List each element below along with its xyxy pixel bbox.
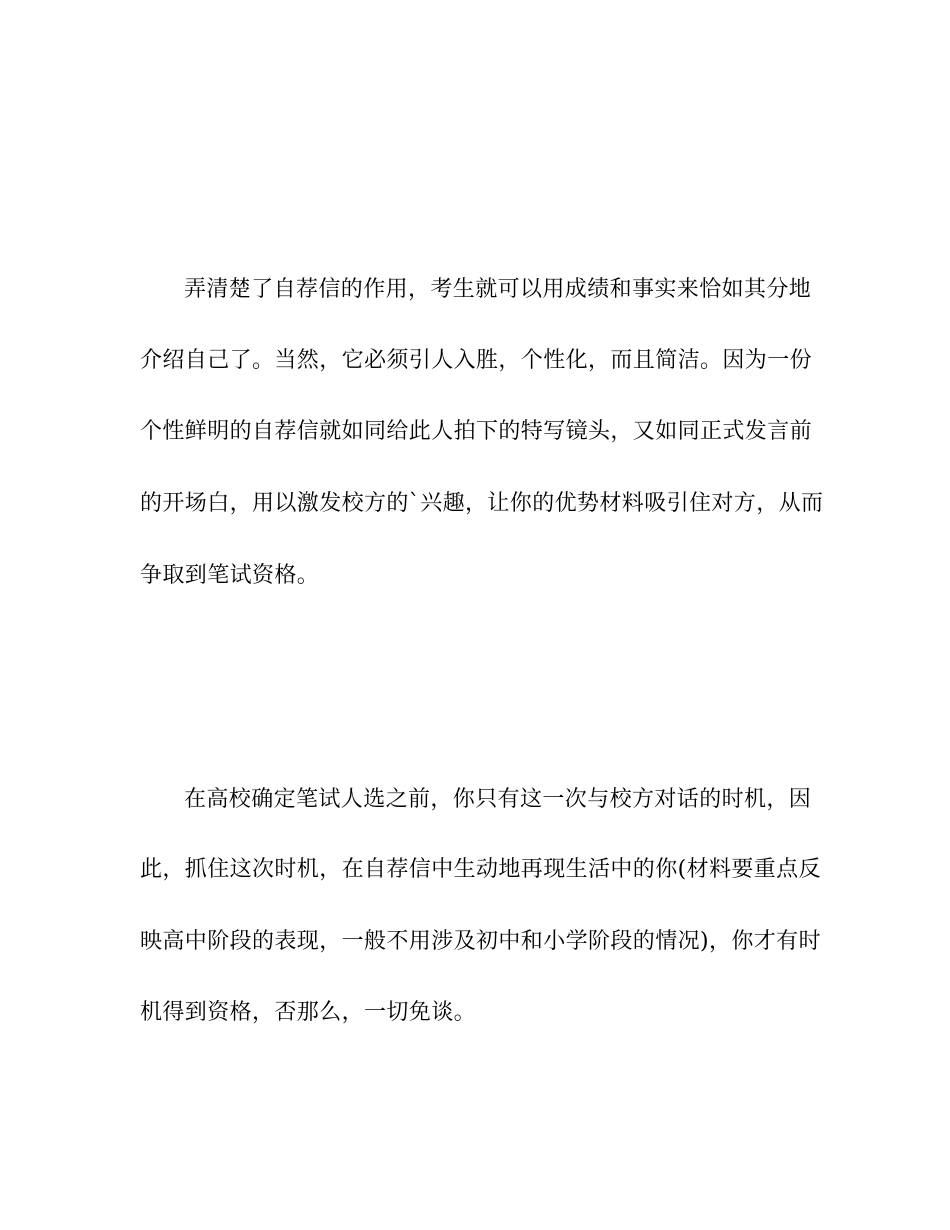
- paragraph-1-line-3: 个性鲜明的自荐信就如同给此人拍下的特写镜头，又如同正式发言前: [140, 419, 813, 444]
- paragraph-2-line-2: 此，抓住这次时机，在自荐信中生动地再现生活中的你(材料要重点反: [140, 857, 821, 882]
- paragraph-1-line-1: 弄清楚了自荐信的作用，考生就可以用成绩和事实来恰如其分地: [184, 277, 812, 302]
- paragraph-1-line-5: 争取到笔试资格。: [140, 563, 320, 588]
- paragraph-2-line-4: 机得到资格，否那么，一切免谈。: [140, 1000, 477, 1025]
- paragraph-2-line-3: 映高中阶段的表现，一般不用涉及初中和小学阶段的情况)，你才有时: [140, 929, 821, 954]
- paragraph-1-line-4: 的开场白，用以激发校方的`兴趣，让你的优势材料吸引住对方，从而: [140, 491, 824, 516]
- paragraph-1-line-2: 介绍自己了。当然，它必须引人入胜，个性化，而且简洁。因为一份: [140, 348, 813, 373]
- paragraph-2-line-1: 在高校确定笔试人选之前，你只有这一次与校方对话的时机，因: [184, 787, 812, 812]
